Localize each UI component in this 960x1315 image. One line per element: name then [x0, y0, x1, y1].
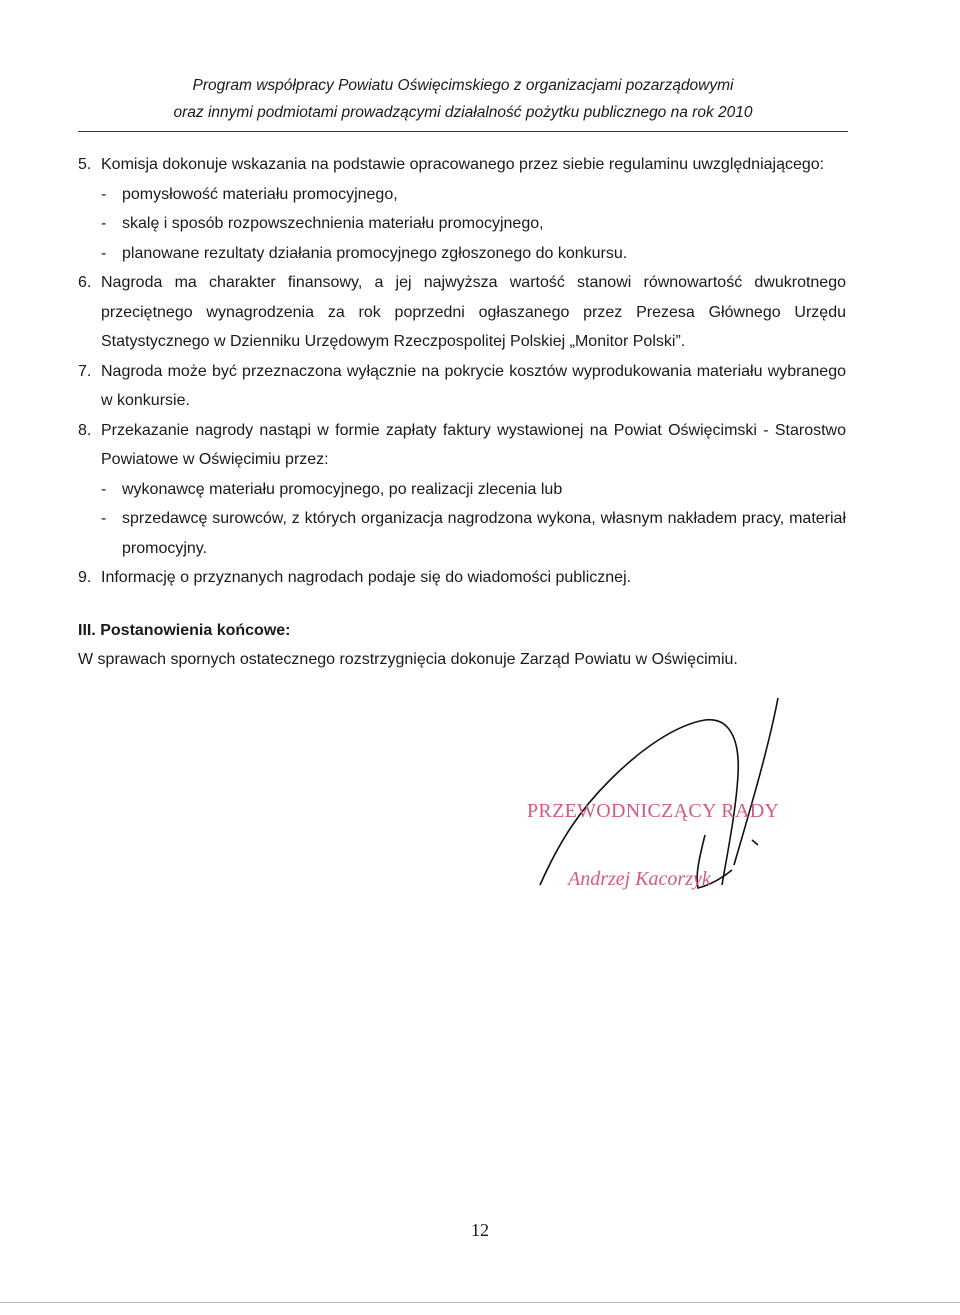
- bullet-item: - planowane rezultaty działania promocyjnego zgłoszonego do konkursu.: [101, 244, 628, 262]
- item-number: 6.: [78, 274, 92, 291]
- bullet-item: - pomysłowość materiału promocyjnego,: [101, 185, 398, 203]
- section-text: W sprawach spornych ostatecznego rozstrzygnięcia dokonuje Zarząd Powiatu w Oświęcimiu.: [78, 651, 738, 668]
- signature-stroke: [734, 698, 778, 865]
- item-number: 9.: [78, 569, 92, 586]
- item-text: Komisja dokonuje wskazania na podstawie opracowanego przez siebie regulaminu uwzględniającego:: [101, 156, 825, 173]
- stamp-title: PRZEWODNICZĄCY RADY: [527, 800, 780, 822]
- item-7: [78, 357, 846, 416]
- stamp-name: Andrzej Kacorzyk: [568, 868, 711, 890]
- item-text: Przekazanie nagrody nastąpi w formie zapłaty faktury wystawionej na Powiat Oświęcimski - Starostwo Powiatowe w Oświęcimiu przez:: [101, 421, 846, 468]
- document-body: [78, 150, 846, 675]
- item-6: [78, 268, 846, 357]
- bullet-item: - sprzedawcę surowców, z których organizacja nagrodzona wykona, własnym nakładem pracy, materiał promocyjny.: [101, 510, 846, 557]
- item-number: 8.: [78, 421, 92, 439]
- page-number: 12: [471, 1220, 489, 1240]
- section-title: III. Postanowienia końcowe:: [78, 621, 291, 639]
- bullet-item: - skalę i sposób rozpowszechnienia materiału promocyjnego,: [101, 215, 544, 232]
- bullet-item: - wykonawcę materiału promocyjnego, po realizacji zlecenia lub: [101, 480, 563, 498]
- item-8: [78, 416, 846, 564]
- scan-edge-rule: [0, 1302, 960, 1303]
- header-line-1: Program współpracy Powiatu Oświęcimskiego z organizacjami pozarządowymi: [192, 77, 734, 94]
- item-text: Informację o przyznanych nagrodach podaje się do wiadomości publicznej.: [101, 569, 632, 586]
- item-text: Nagroda ma charakter finansowy, a jej najwyższa wartość stanowi równowartość dwukrotnego przeciętnego wynagrodzenia za rok poprzedni ogłaszanego przez Prezesa Głównego Urzędu Statystycznego w Dzienniku Urzędowym Rzeczpospolitej Polskiej „Monitor Polski”.: [101, 274, 846, 350]
- item-text: Nagroda może być przeznaczona wyłącznie na pokrycie kosztów wyprodukowania materiału wybranego w konkursie.: [101, 362, 846, 409]
- header-rule: [78, 131, 848, 132]
- item-9: [78, 563, 846, 593]
- item-5: [78, 150, 846, 268]
- item-number: 7.: [78, 362, 92, 380]
- header-line-2: oraz innymi podmiotami prowadzącymi działalność pożytku publicznego na rok 2010: [173, 104, 753, 121]
- signature-stroke: [752, 840, 758, 845]
- item-number: 5.: [78, 156, 92, 173]
- page-header: [78, 72, 848, 126]
